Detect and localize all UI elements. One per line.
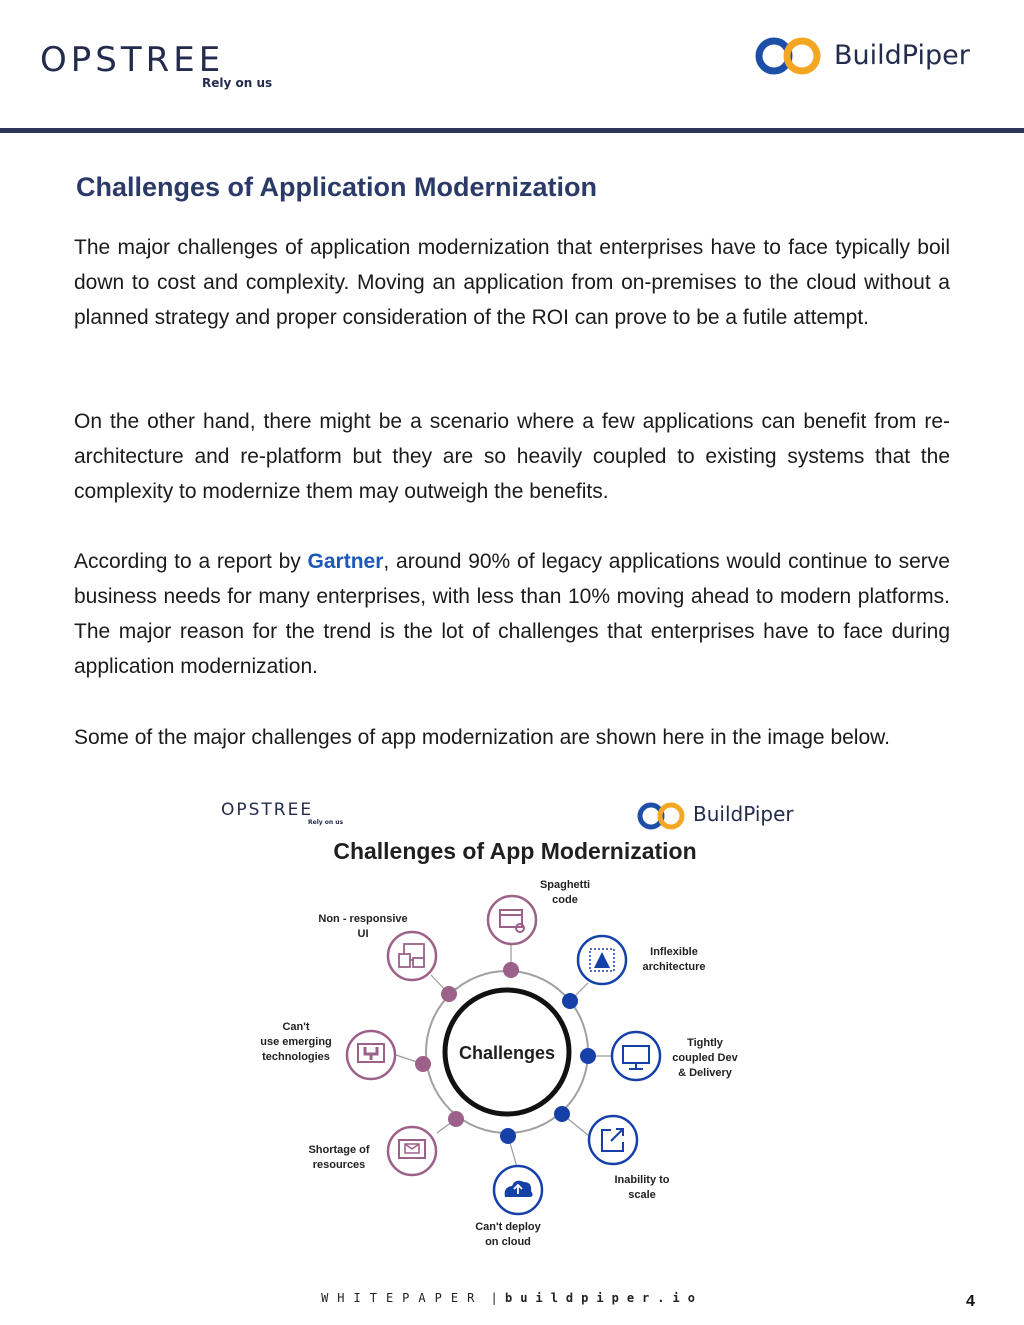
label-spaghetti-code: Spaghetti code: [539, 879, 591, 906]
label-inflexible-architecture: Inflexible architecture: [642, 946, 706, 973]
paragraph-3-text-end: , around 90% of legacy applications would continue to serve business needs for many enterprises, with less than 10% moving ahead to modern platforms. The major reason for the trend is the lot of challenges that enterprises have to face during application modernization.: [74, 550, 950, 678]
footer-whitepaper: WHITEPAPER: [321, 1291, 484, 1305]
label-tightly-coupled: Tightly coupled Dev & Delivery: [672, 1037, 738, 1079]
gartner-link[interactable]: Gartner: [307, 550, 384, 573]
figure-opstree-logo: OPSTREE: [221, 800, 314, 820]
paragraph-3: [74, 544, 950, 684]
header-divider: [0, 128, 1024, 133]
center-label: Challenges: [458, 1043, 556, 1063]
label-cant-deploy-on-cloud: Can't deploy on cloud: [475, 1221, 541, 1248]
expand-icon: [589, 1116, 637, 1164]
buildpiper-rings-icon: [752, 34, 828, 78]
page-number: 4: [966, 1293, 975, 1310]
label-non-responsive-ui: Non - responsive UI: [318, 913, 408, 940]
buildpiper-logo: [752, 34, 992, 78]
paragraph-1: The major challenges of application modernization that enterprises have to face typically boil down to cost and complexity. Moving an application from on-premises to the cloud without a planned strategy and proper consideration of the ROI can prove to be a futile attempt.: [74, 236, 950, 329]
footer-site-link[interactable]: buildpiper.io: [505, 1291, 703, 1305]
page-footer: [0, 1291, 1024, 1305]
monitor-icon: [612, 1032, 660, 1080]
footer-separator: |: [490, 1291, 498, 1305]
opstree-tagline: Rely on us: [202, 76, 273, 90]
paragraph-3-text-start: According to a report by: [74, 550, 308, 573]
paragraph-2: On the other hand, there might be a scenario where a few applications can benefit from re-architecture and re-platform but they are so heavily coupled to existing systems that the complexity to modernize them may outweigh the benefits.: [74, 410, 950, 503]
figure-title: Challenges of App Modernization: [333, 838, 697, 864]
mail-monitor-icon: [388, 1127, 436, 1175]
page-header: [0, 0, 1024, 130]
section-title: Challenges of Application Modernization: [76, 172, 598, 202]
challenges-figure: [215, 790, 815, 1255]
label-emerging-technologies: Can't use emerging technologies: [260, 1021, 332, 1063]
buildpiper-wordmark: BuildPiper: [834, 40, 970, 71]
cloud-upload-icon: [494, 1166, 542, 1214]
label-inability-to-scale: Inability to scale: [614, 1174, 670, 1201]
tools-monitor-icon: [347, 1031, 395, 1079]
architecture-icon: [578, 936, 626, 984]
opstree-logo: [40, 40, 273, 90]
figure-opstree-tagline: Rely on us: [308, 819, 344, 826]
paragraph-4: Some of the major challenges of app modernization are shown here in the image below.: [74, 726, 890, 749]
figure-buildpiper-wordmark: BuildPiper: [693, 802, 794, 826]
label-shortage-of-resources: Shortage of resources: [308, 1144, 370, 1171]
opstree-wordmark: OPSTREE: [40, 40, 225, 80]
